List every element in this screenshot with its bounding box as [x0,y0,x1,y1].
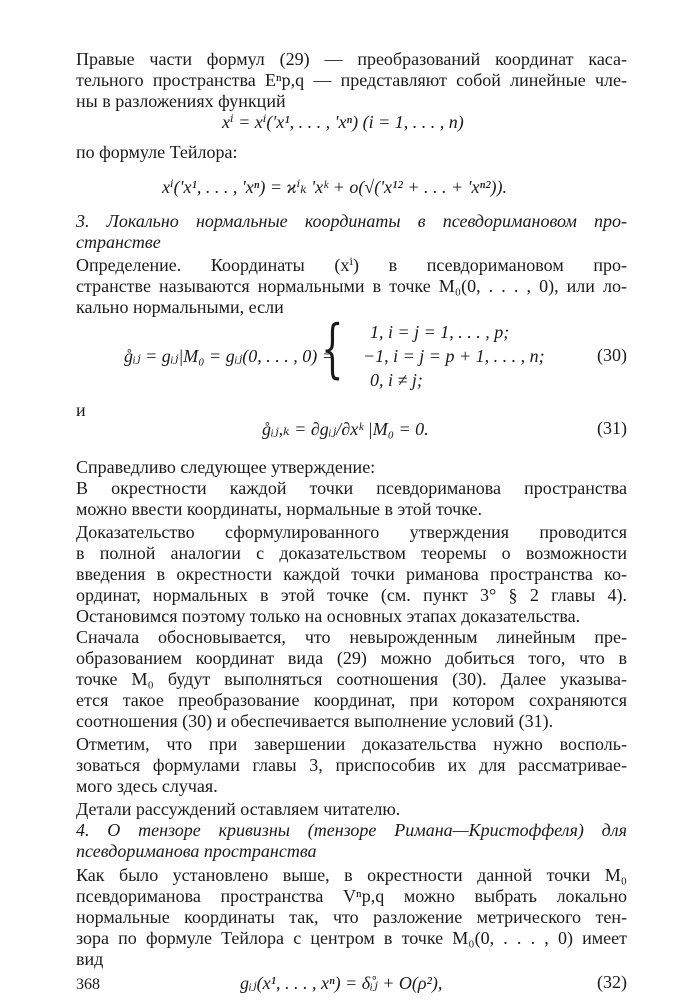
equation-30-lhs: g̊ᵢⱼ = gᵢⱼ|M₀ = gᵢⱼ(0, . . . , 0) = [124,346,334,366]
text-line: нормальные координаты так, что разложение метрического тен- [76,907,627,927]
page-number: 368 [76,976,100,993]
definition-line: Определение. Координаты (xⁱ) в псевдоримановом про- [76,255,627,275]
text-line: соотношения (30) и обеспечивается выполнение условий (31). [76,711,554,731]
equation-32: gᵢⱼ(x¹, . . . , xⁿ) = δ̊ᵢⱼ + O(ρ²), [240,973,443,993]
text-line: тельного пространства Eⁿp,q — представляют собой линейные чле- [76,70,627,90]
section-heading: 3. Локально нормальные координаты в псевдоримановом про- [76,211,627,231]
text-line: Правые части формул (29) — преобразований координат каса- [76,49,627,69]
text-line: вид [76,949,104,969]
text-line: зора по формуле Тейлора с центром в точке M₀(0, . . . , 0) имеет [76,928,627,948]
definition-line: странстве называются нормальными в точке M₀(0, . . . , 0), или ло- [76,276,627,296]
text-line: псевдориманова пространства Vⁿp,q можно выбрать локально [76,886,627,906]
brace-icon: { [321,312,344,386]
section-heading: псевдориманова пространства [76,841,317,861]
text-line: в полной аналогии с доказательством теоремы о возможности [76,543,627,563]
equation-30-case: −1, i = j = p + 1, . . . , n; [363,346,545,366]
text-line: ординат, нормальных в этой точке (см. пункт 3° § 2 главы 4). [76,585,627,605]
equation-number: (31) [597,418,627,438]
text-line: Сначала обосновывается, что невырожденным линейным пре- [76,627,627,647]
equation-taylor-functions: xⁱ = xⁱ('x¹, . . . , 'xⁿ) (i = 1, . . . , n) [222,112,464,132]
equation-30-case: 1, i = j = 1, . . . , p; [370,322,510,342]
text-line: ны в разложениях функций [76,91,286,111]
text-line: Справедливо следующее утверждение: [76,457,376,477]
definition-line: кально нормальными, если [76,297,284,317]
text-line: Остановимся поэтому только на основных этапах доказательства. [76,606,581,626]
equation-31: g̊ᵢⱼ,ₖ = ∂gᵢⱼ/∂xᵏ |M₀ = 0. [262,419,429,439]
text-line: по формуле Тейлора: [76,142,238,162]
text-line: введения в окрестности каждой точки риманова пространства ко- [76,564,627,584]
text-line: и [76,400,86,420]
text-line: образованием координат вида (29) можно добиться того, что в [76,648,627,668]
text-line: В окрестности каждой точки псевдориманова пространства [76,478,627,498]
text-line: можно ввести координаты, нормальные в этой точке. [76,499,483,519]
equation-taylor-expansion: xⁱ('x¹, . . . , 'xⁿ) = ϰⁱₖ 'xᵏ + o(√('x¹² + . . . + 'xⁿ²)). [162,177,508,197]
text-line: Как было установлено выше, в окрестности данной точки M₀ [76,865,627,885]
equation-number: (32) [597,972,627,992]
text-line: ется такое преобразование координат, при котором сохраняются [76,690,627,710]
section-heading: 4. О тензоре кривизны (тензоре Римана—Кристоффеля) для [76,820,627,840]
equation-number: (30) [597,345,627,365]
text-line: мого здесь случая. [76,776,218,796]
equation-30-case: 0, i ≠ j; [370,370,423,390]
section-heading: странстве [76,232,161,252]
text-line: Отметим, что при завершении доказательства нужно восполь- [76,734,627,754]
text-line: зоваться формулами главы 3, приспособив их для рассматривае- [76,755,627,775]
text-line: точке M₀ будут выполняться соотношения (30). Далее указыва- [76,669,627,689]
text-line: Доказательство сформулированного утверждения проводится [76,522,627,542]
text-line: Детали рассуждений оставляем читателю. [76,799,401,819]
